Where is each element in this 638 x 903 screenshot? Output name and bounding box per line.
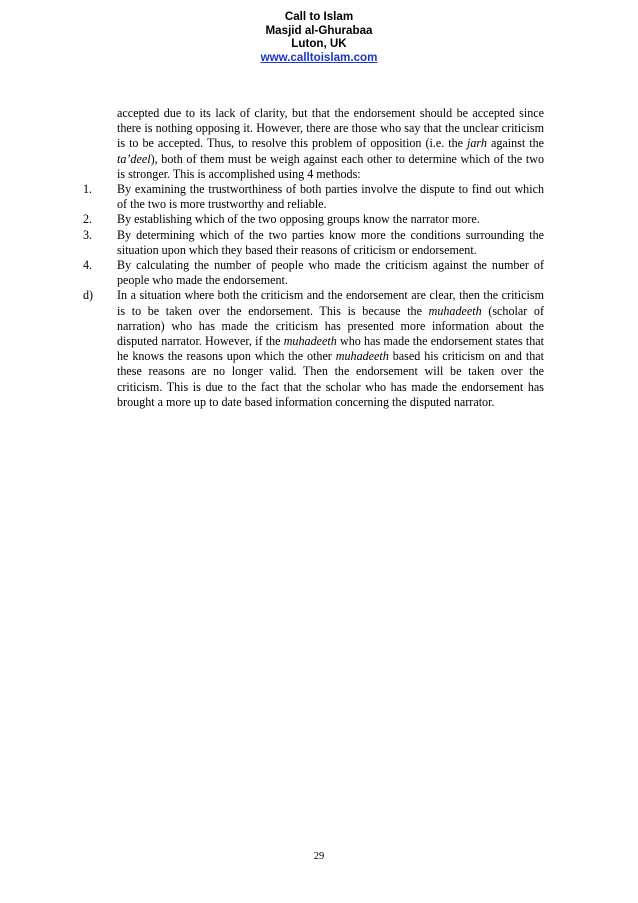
method-marker: 4. (83, 258, 93, 273)
method-item-3 (83, 227, 544, 258)
method-marker: 3. (83, 227, 93, 242)
term-jarh: jarh (467, 136, 487, 151)
item-d-text-3: who has made the endorsement states that he knows the reasons upon which the other (117, 334, 544, 364)
item-d-text-1: In a situation where both the criticism and the endorsement are clear, then the criticism is to be taken over the endorsement. This is because the (117, 288, 544, 318)
method-marker: 1. (83, 182, 93, 197)
intro-text-1: accepted due to its lack of clarity, but that the endorsement should be accepted since there is nothing opposing it. However, there are those who say that the unclear criticism is to be accepted. Thus, to resolve this problem of opposition (i.e. the (117, 106, 544, 151)
method-marker: 2. (83, 212, 93, 227)
item-d-marker: d) (83, 288, 94, 303)
page-header (0, 10, 638, 64)
term-muhadeeth: muhadeeth (335, 349, 389, 364)
method-text: By examining the trustworthiness of both parties involve the dispute to find out which of the two is more trustworthy and reliable. (117, 182, 544, 212)
intro-text-3: ), both of them must be weigh against each other to determine which of the two is stronger. This is accomplished using 4 methods: (117, 151, 544, 181)
header-website-link[interactable]: www.calltoislam.com (260, 50, 378, 64)
method-item-4 (83, 258, 544, 288)
header-masjid: Masjid al-Ghurabaa (265, 23, 373, 37)
method-item-1 (83, 182, 544, 212)
term-tadeel: ta’deel (117, 151, 151, 166)
page-number: 29 (313, 851, 325, 862)
document-body (83, 106, 545, 410)
term-muhadeeth: muhadeeth (283, 334, 337, 349)
method-text: By calculating the number of people who made the criticism against the number of people who made the endorsement. (117, 258, 544, 288)
method-text: By establishing which of the two opposing groups know the narrator more. (117, 212, 480, 227)
term-muhadeeth: muhadeeth (428, 303, 482, 318)
header-organization: Call to Islam (284, 10, 354, 23)
item-d-text-4: based his criticism on and that these reasons are no longer valid. Then the endorsement will be taken over the criticism. This is due to the fact that the scholar who has made the endorsement has brought a more up to date based information concerning the disputed narrator. (117, 349, 545, 409)
method-text: By determining which of the two parties know more the conditions surrounding the situation upon which they based their reasons of criticism or endorsement. (117, 227, 544, 257)
header-location: Luton, UK (291, 37, 347, 50)
list-item-d (83, 288, 545, 410)
intro-paragraph (117, 106, 544, 182)
item-d-text-2: (scholar of narration) who has made the criticism has presented more information about the disputed narrator. However, if the (117, 303, 544, 349)
method-item-2 (83, 212, 544, 227)
item-d-text (117, 288, 544, 410)
intro-text-2: against the (486, 136, 544, 151)
